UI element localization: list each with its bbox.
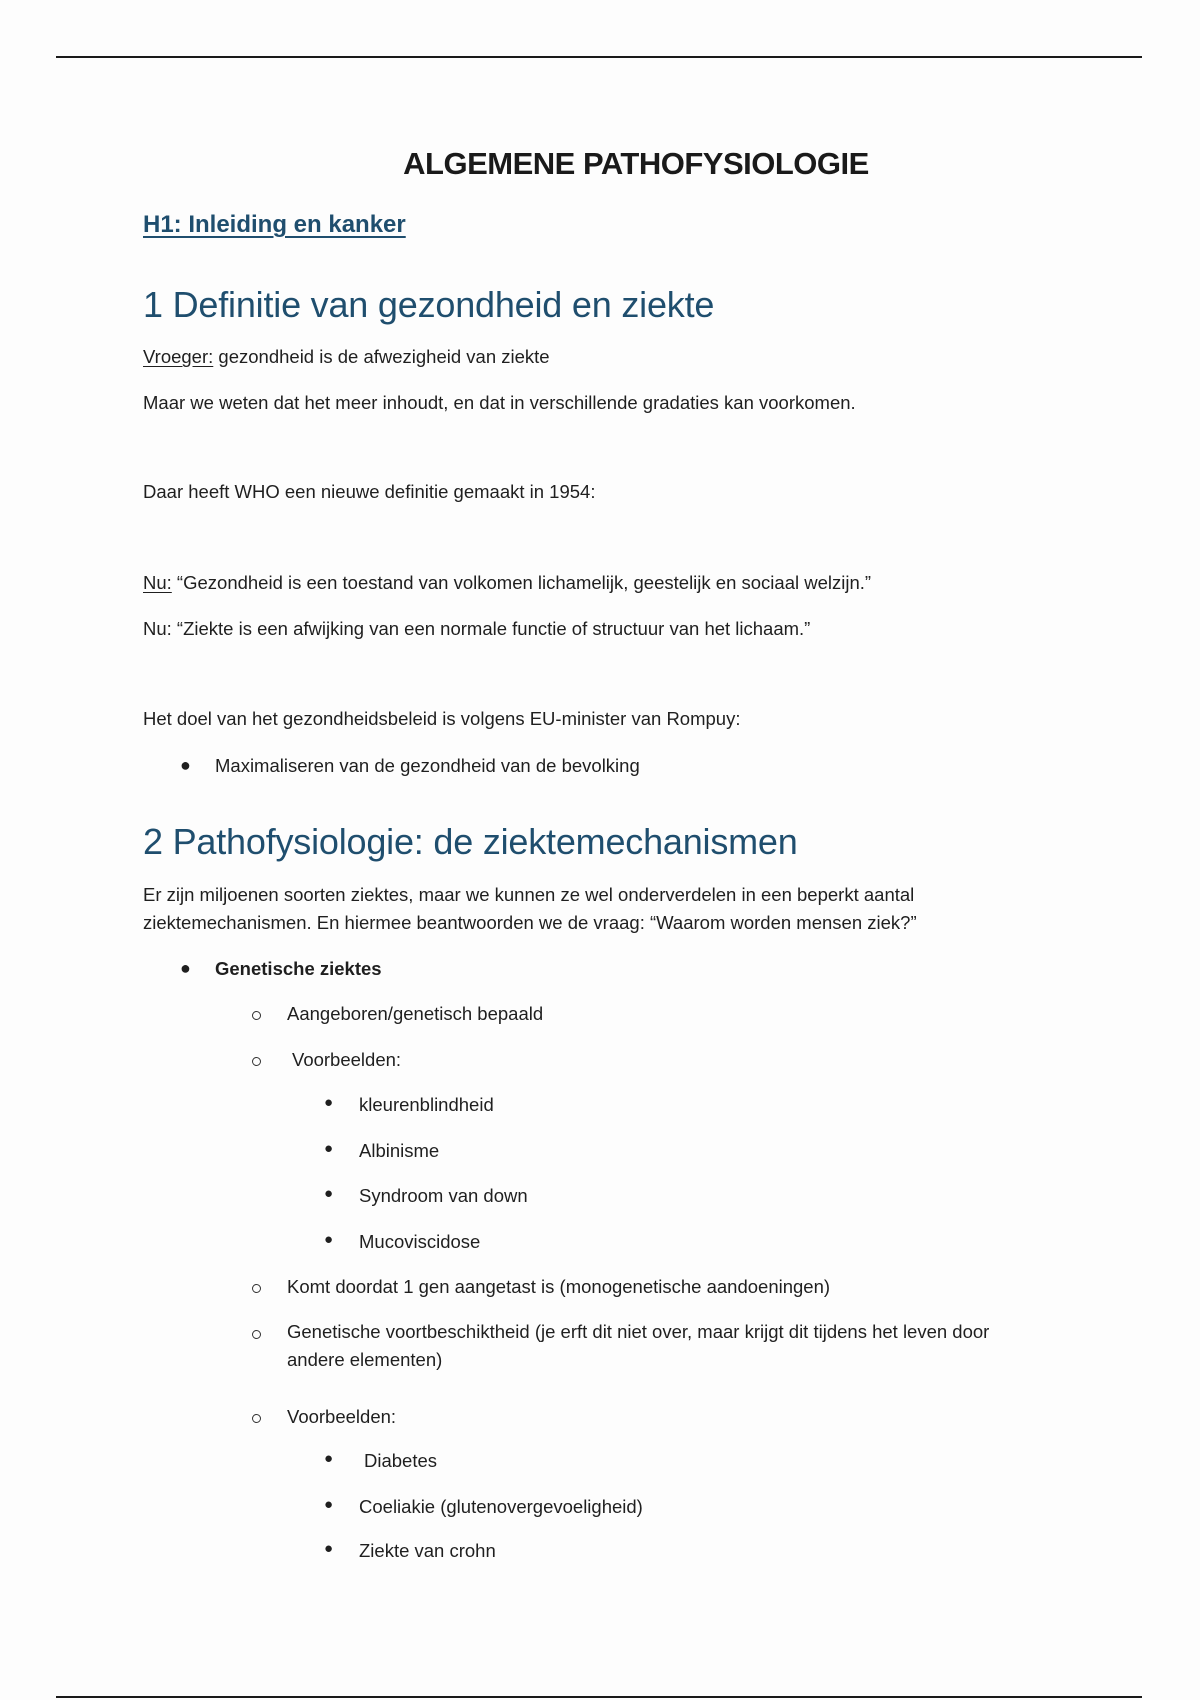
example-item: Syndroom van down bbox=[359, 1185, 528, 1206]
sub-item: Voorbeelden: bbox=[287, 1406, 397, 1427]
bullet-dot: ● bbox=[324, 1496, 334, 1513]
paragraph-nu-ziekte: Nu: “Ziekte is een afwijking van een normale functie of structuur van het lichaam.” bbox=[143, 618, 811, 639]
circle-bullet bbox=[252, 1057, 261, 1066]
bullet-dot: ● bbox=[180, 755, 191, 775]
sub-item: Voorbeelden: bbox=[292, 1049, 402, 1070]
circle-bullet bbox=[252, 1284, 261, 1293]
bullet-dot: ● bbox=[324, 1185, 334, 1202]
nu-gezondheid-text: “Gezondheid is een toestand van volkomen lichamelijk, geestelijk en sociaal welzijn.” bbox=[171, 572, 872, 593]
example-item: Diabetes bbox=[364, 1450, 438, 1471]
header-rule bbox=[56, 56, 1142, 58]
circle-bullet bbox=[252, 1011, 261, 1020]
chapter-heading: H1: Inleiding en kanker bbox=[143, 211, 406, 238]
paragraph-gradaties: Maar we weten dat het meer inhoudt, en dat in verschillende gradaties kan voorkomen. bbox=[143, 392, 856, 413]
paragraph-intro: Er zijn miljoenen soorten ziektes, maar we kunnen ze wel onderverdelen in een beperkt aantal ziektemechanismen. En hiermee beantwoorden we de vraag: “Waarom worden mensen ziek?” bbox=[143, 884, 917, 933]
vroeger-text: gezondheid is de afwezigheid van ziekte bbox=[213, 346, 550, 367]
bullet-dot: ● bbox=[324, 1450, 334, 1467]
sub-item: Komt doordat 1 gen aangetast is (monogenetische aandoeningen) bbox=[287, 1276, 831, 1297]
sub-item: Aangeboren/genetisch bepaald bbox=[287, 1003, 544, 1024]
paragraph-who: Daar heeft WHO een nieuwe definitie gemaakt in 1954: bbox=[143, 481, 596, 502]
section-1-heading: 1 Definitie van gezondheid en ziekte bbox=[143, 284, 715, 325]
bullet-dot: ● bbox=[324, 1140, 334, 1157]
circle-bullet bbox=[252, 1330, 261, 1339]
example-item: Coeliakie (glutenovergevoeligheid) bbox=[359, 1496, 643, 1517]
nu-label: Nu: bbox=[143, 572, 172, 593]
section-2-heading: 2 Pathofysiologie: de ziektemechanismen bbox=[143, 821, 798, 862]
vroeger-label: Vroeger: bbox=[143, 346, 214, 367]
paragraph-vroeger bbox=[143, 346, 550, 368]
document-title: ALGEMENE PATHOFYSIOLOGIE bbox=[403, 146, 869, 181]
circle-bullet bbox=[252, 1414, 261, 1423]
bullet-dot: ● bbox=[324, 1094, 334, 1111]
bullet-dot: ● bbox=[180, 958, 191, 978]
example-item: Albinisme bbox=[359, 1140, 440, 1161]
bullet-dot: ● bbox=[324, 1540, 334, 1557]
example-item: Ziekte van crohn bbox=[359, 1540, 496, 1561]
example-item: Mucoviscidose bbox=[359, 1231, 481, 1252]
bullet-dot: ● bbox=[324, 1231, 334, 1248]
list-item-genetische-ziektes: Genetische ziektes bbox=[215, 958, 382, 979]
example-item: kleurenblindheid bbox=[359, 1094, 494, 1115]
paragraph-nu-gezondheid bbox=[143, 572, 871, 594]
paragraph-doel: Het doel van het gezondheidsbeleid is volgens EU-minister van Rompuy: bbox=[143, 708, 741, 729]
list-item: Maximaliseren van de gezondheid van de bevolking bbox=[215, 755, 640, 776]
sub-item: Genetische voortbeschiktheid (je erft dit niet over, maar krijgt dit tijdens het leven door andere elementen) bbox=[287, 1321, 990, 1370]
footer-rule bbox=[56, 1696, 1142, 1698]
